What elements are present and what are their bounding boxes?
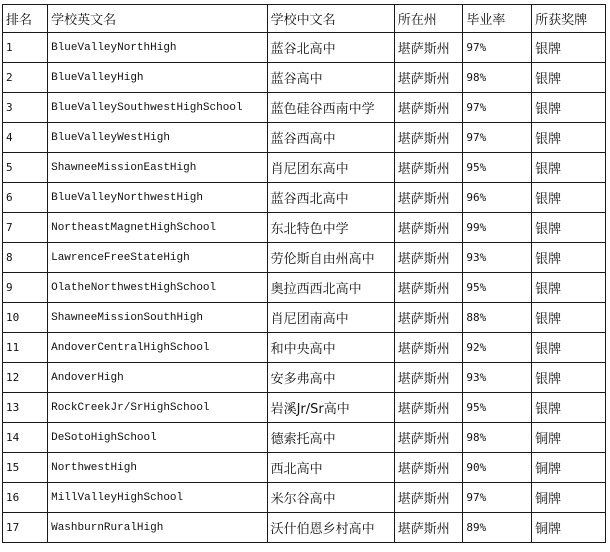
cell-english-name: OlatheNorthwestHighSchool [48, 273, 267, 303]
cell-chinese-name: 蓝谷西高中 [267, 123, 394, 153]
cell-medal: 铜牌 [532, 513, 606, 543]
cell-english-name: BlueValleyHigh [48, 63, 267, 93]
cell-state: 堪萨斯州 [394, 63, 463, 93]
cell-chinese-name: 沃什伯恩乡村高中 [267, 513, 394, 543]
cell-english-name: ShawneeMissionSouthHigh [48, 303, 267, 333]
cell-graduation-rate: 95% [463, 393, 532, 423]
cell-rank: 15 [3, 453, 48, 483]
cell-rank: 2 [3, 63, 48, 93]
cell-rank: 16 [3, 483, 48, 513]
cell-graduation-rate: 93% [463, 363, 532, 393]
header-chinese-name: 学校中文名 [267, 5, 394, 33]
cell-rank: 11 [3, 333, 48, 363]
cell-graduation-rate: 97% [463, 93, 532, 123]
cell-state: 堪萨斯州 [394, 393, 463, 423]
cell-medal: 银牌 [532, 363, 606, 393]
cell-state: 堪萨斯州 [394, 93, 463, 123]
cell-state: 堪萨斯州 [394, 333, 463, 363]
cell-medal: 铜牌 [532, 483, 606, 513]
cell-english-name: RockCreekJr/SrHighSchool [48, 393, 267, 423]
cell-rank: 10 [3, 303, 48, 333]
cell-medal: 铜牌 [532, 423, 606, 453]
cell-rank: 17 [3, 513, 48, 543]
cell-medal: 银牌 [532, 333, 606, 363]
cell-graduation-rate: 92% [463, 333, 532, 363]
cell-graduation-rate: 88% [463, 303, 532, 333]
cell-state: 堪萨斯州 [394, 363, 463, 393]
cell-medal: 银牌 [532, 303, 606, 333]
table-row [3, 273, 606, 303]
cell-english-name: ShawneeMissionEastHigh [48, 153, 267, 183]
cell-medal: 银牌 [532, 393, 606, 423]
table-row [3, 243, 606, 273]
table-row [3, 333, 606, 363]
cell-state: 堪萨斯州 [394, 273, 463, 303]
header-rank: 排名 [3, 5, 48, 33]
table-row [3, 363, 606, 393]
table-row [3, 123, 606, 153]
cell-state: 堪萨斯州 [394, 213, 463, 243]
table-row [3, 213, 606, 243]
cell-english-name: BlueValleyWestHigh [48, 123, 267, 153]
cell-graduation-rate: 97% [463, 123, 532, 153]
cell-rank: 14 [3, 423, 48, 453]
cell-medal: 银牌 [532, 273, 606, 303]
cell-medal: 银牌 [532, 213, 606, 243]
cell-state: 堪萨斯州 [394, 483, 463, 513]
cell-graduation-rate: 95% [463, 273, 532, 303]
header-graduation-rate: 毕业率 [463, 5, 532, 33]
cell-graduation-rate: 98% [463, 423, 532, 453]
cell-chinese-name: 米尔谷高中 [267, 483, 394, 513]
cell-medal: 铜牌 [532, 453, 606, 483]
cell-rank: 5 [3, 153, 48, 183]
cell-chinese-name: 肖尼团南高中 [267, 303, 394, 333]
cell-english-name: NorthwestHigh [48, 453, 267, 483]
cell-chinese-name: 和中央高中 [267, 333, 394, 363]
cell-chinese-name: 肖尼团东高中 [267, 153, 394, 183]
table-row [3, 153, 606, 183]
cell-rank: 8 [3, 243, 48, 273]
cell-chinese-name: 蓝谷北高中 [267, 33, 394, 63]
cell-english-name: LawrenceFreeStateHigh [48, 243, 267, 273]
cell-graduation-rate: 99% [463, 213, 532, 243]
cell-graduation-rate: 98% [463, 63, 532, 93]
cell-graduation-rate: 97% [463, 483, 532, 513]
cell-state: 堪萨斯州 [394, 243, 463, 273]
cell-state: 堪萨斯州 [394, 153, 463, 183]
table-row [3, 183, 606, 213]
cell-rank: 7 [3, 213, 48, 243]
cell-medal: 银牌 [532, 153, 606, 183]
table-row [3, 303, 606, 333]
cell-state: 堪萨斯州 [394, 513, 463, 543]
cell-chinese-name: 蓝谷高中 [267, 63, 394, 93]
table-row [3, 453, 606, 483]
cell-graduation-rate: 97% [463, 33, 532, 63]
cell-graduation-rate: 96% [463, 183, 532, 213]
cell-rank: 4 [3, 123, 48, 153]
table-row [3, 513, 606, 543]
cell-rank: 13 [3, 393, 48, 423]
cell-english-name: BlueValleyNorthwestHigh [48, 183, 267, 213]
cell-medal: 银牌 [532, 63, 606, 93]
cell-rank: 9 [3, 273, 48, 303]
cell-english-name: DeSotoHighSchool [48, 423, 267, 453]
cell-english-name: BlueValleySouthwestHighSchool [48, 93, 267, 123]
cell-chinese-name: 劳伦斯自由州高中 [267, 243, 394, 273]
cell-chinese-name: 奥拉西西北高中 [267, 273, 394, 303]
cell-graduation-rate: 95% [463, 153, 532, 183]
table-row [3, 483, 606, 513]
cell-state: 堪萨斯州 [394, 33, 463, 63]
cell-chinese-name: 蓝谷西北高中 [267, 183, 394, 213]
cell-chinese-name: 西北高中 [267, 453, 394, 483]
table-row [3, 393, 606, 423]
cell-state: 堪萨斯州 [394, 423, 463, 453]
table-row [3, 63, 606, 93]
cell-chinese-name: 东北特色中学 [267, 213, 394, 243]
cell-english-name: WashburnRuralHigh [48, 513, 267, 543]
cell-state: 堪萨斯州 [394, 123, 463, 153]
cell-medal: 银牌 [532, 183, 606, 213]
cell-rank: 3 [3, 93, 48, 123]
header-state: 所在州 [394, 5, 463, 33]
cell-chinese-name: 安多弗高中 [267, 363, 394, 393]
cell-state: 堪萨斯州 [394, 453, 463, 483]
cell-rank: 6 [3, 183, 48, 213]
cell-english-name: AndoverHigh [48, 363, 267, 393]
cell-medal: 银牌 [532, 93, 606, 123]
cell-graduation-rate: 93% [463, 243, 532, 273]
cell-medal: 银牌 [532, 33, 606, 63]
cell-graduation-rate: 90% [463, 453, 532, 483]
cell-state: 堪萨斯州 [394, 183, 463, 213]
cell-english-name: NortheastMagnetHighSchool [48, 213, 267, 243]
cell-english-name: BlueValleyNorthHigh [48, 33, 267, 63]
school-ranking-table [2, 4, 606, 543]
header-medal: 所获奖牌 [532, 5, 606, 33]
table-row [3, 33, 606, 63]
cell-english-name: MillValleyHighSchool [48, 483, 267, 513]
cell-rank: 12 [3, 363, 48, 393]
cell-chinese-name: 蓝色硅谷西南中学 [267, 93, 394, 123]
table-row [3, 93, 606, 123]
table-header-row [3, 5, 606, 33]
cell-graduation-rate: 89% [463, 513, 532, 543]
table-row [3, 423, 606, 453]
cell-chinese-name: 岩溪Jr/Sr高中 [267, 393, 394, 423]
cell-rank: 1 [3, 33, 48, 63]
cell-state: 堪萨斯州 [394, 303, 463, 333]
cell-english-name: AndoverCentralHighSchool [48, 333, 267, 363]
cell-medal: 银牌 [532, 243, 606, 273]
cell-chinese-name: 德索托高中 [267, 423, 394, 453]
cell-medal: 银牌 [532, 123, 606, 153]
header-english-name: 学校英文名 [48, 5, 267, 33]
